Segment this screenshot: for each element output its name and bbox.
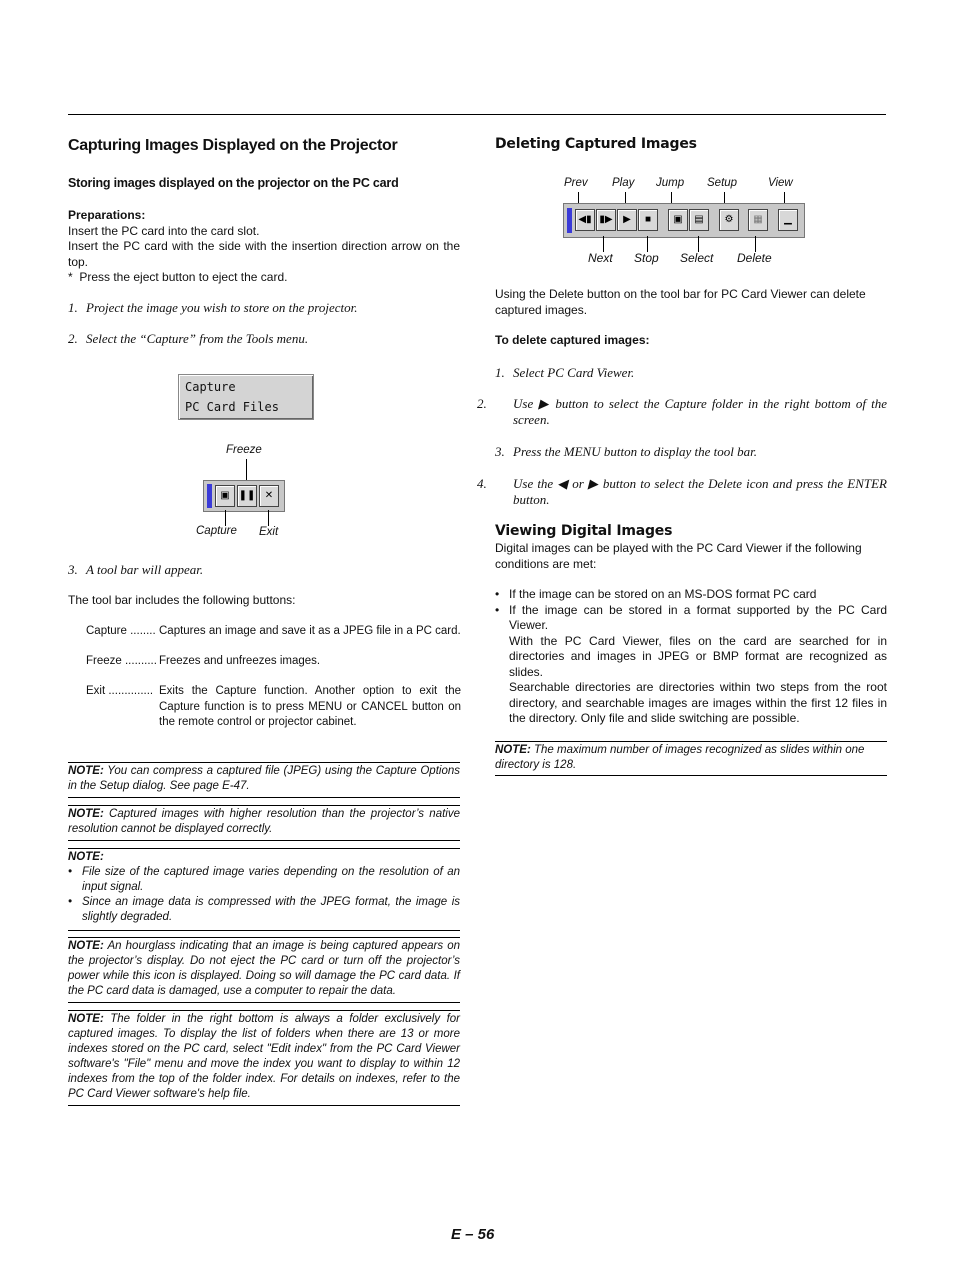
section-heading-capturing: Capturing Images Displayed on the Projector <box>68 137 398 154</box>
note-rule <box>68 805 460 806</box>
label-setup: Setup <box>707 177 738 189</box>
note-rule <box>68 1010 460 1011</box>
label-prev: Prev <box>564 177 588 189</box>
note-3: NOTE: • File size of the captured image varies depending on the resolution of an input signal. • Since an image data is compressed with the JPEG format, the image is slightly degraded. <box>68 851 460 923</box>
left-step-3: 3. A tool bar will appear. <box>68 562 204 577</box>
setup-icon: ⚙ <box>719 209 739 231</box>
prep-line-2: Insert the PC card with the side with the insertion direction arrow on the top. <box>68 239 460 269</box>
right-note: NOTE: The maximum number of images recognized as slides within one directory is 128. <box>495 744 865 771</box>
label-select: Select <box>680 251 714 265</box>
capture-leader-line <box>225 510 226 526</box>
exit-leader-line <box>268 510 269 526</box>
leader-next <box>603 236 604 252</box>
capture-toolbar <box>203 480 285 512</box>
section-heading-viewing: Viewing Digital Images <box>495 523 673 539</box>
stop-icon: ■ <box>638 209 658 231</box>
viewer-toolbar <box>563 203 805 238</box>
prep-line-3: * Press the eject button to eject the card. <box>68 270 288 284</box>
right-step-2: 2. Use ▶ button to select the Capture folder in the right bottom of the screen. <box>477 396 887 427</box>
note-rule <box>68 1105 460 1106</box>
label-play: Play <box>612 177 635 189</box>
prev-icon: ◀▮ <box>575 209 595 231</box>
subheading-storing: Storing images displayed on the projector on the PC card <box>68 176 399 190</box>
menu-item-pc-card-files: PC Card Files <box>185 400 279 414</box>
delete-intro: Using the Delete button on the tool bar for PC Card Viewer can delete captured images. <box>495 287 866 317</box>
leader-select <box>698 236 699 252</box>
note-rule <box>495 775 887 776</box>
label-capture: Capture <box>196 525 237 537</box>
right-step-3: 3. Press the MENU button to display the tool bar. <box>495 444 757 459</box>
leader-stop <box>647 236 648 252</box>
toolbar-intro: The tool bar includes the following buttons: <box>68 593 296 607</box>
prep-star: * <box>68 270 73 284</box>
to-delete-label: To delete captured images: <box>495 333 650 347</box>
jump-icon: ▣ <box>668 209 688 231</box>
list-item: • If the image can be stored in a format supported by the PC Card Viewer. <box>495 602 887 632</box>
menu-item-capture: Capture <box>185 380 236 394</box>
note-2: NOTE: Captured images with higher resolution than the projector’s native resolution cannot be displayed correctly. <box>68 808 460 835</box>
table-row-freeze: Freeze .......... Freezes and unfreezes images. <box>86 655 321 667</box>
left-step-2: 2. Select the “Capture” from the Tools menu. <box>68 331 309 346</box>
label-delete: Delete <box>737 251 772 265</box>
note-rule <box>495 741 887 742</box>
play-icon: ▶ <box>617 209 637 231</box>
capture-icon: ▣ <box>215 485 235 507</box>
right-step-1: 1. Select PC Card Viewer. <box>495 365 635 380</box>
viewing-conditions <box>495 587 887 727</box>
table-row-exit: Exit .............. Exits the Capture function. Another option to exit the Capture function is to press MENU or CANCEL button on the remote control or projector cabinet. <box>86 685 461 728</box>
label-jump: Jump <box>656 177 685 189</box>
right-step-4: 4. Use the ◀ or ▶ button to select the Delete icon and press the ENTER button. <box>477 476 887 507</box>
note-rule <box>68 762 460 763</box>
viewing-intro: Digital images can be played with the PC Card Viewer if the following conditions are met: <box>495 541 862 571</box>
leader-delete <box>755 236 756 252</box>
table-row-capture: Capture ........ Captures an image and save it as a JPEG file in a PC card. <box>86 625 461 637</box>
tools-menu-image <box>178 374 314 420</box>
label-stop: Stop <box>634 251 659 265</box>
section-heading-deleting: Deleting Captured Images <box>495 136 697 152</box>
freeze-icon: ❚❚ <box>237 485 257 507</box>
note-rule <box>68 840 460 841</box>
note-5: NOTE: The folder in the right bottom is always a folder exclusively for captured images. To display the list of folders when there are 13 or more indexes stored on the PC card, select "Edit index" from the PC Card Viewer software's "File" menu and move the index you want to display to within 12 indexes from the top of the folder index. For details on indexes, refer to the PC Card Viewer software's help file. <box>68 1013 460 1100</box>
preparations-label: Preparations: <box>68 208 146 222</box>
next-icon: ▮▶ <box>596 209 616 231</box>
left-step-1: 1. Project the image you wish to store on the projector. <box>68 300 358 315</box>
note-rule <box>68 930 460 931</box>
delete-icon: ▦ <box>748 209 768 231</box>
label-next: Next <box>588 251 613 265</box>
note-rule <box>68 848 460 849</box>
label-view: View <box>768 177 793 189</box>
preparations-block <box>68 208 460 286</box>
exit-icon: ✕ <box>259 485 279 507</box>
select-icon: ▤ <box>689 209 709 231</box>
list-item: • If the image can be stored on an MS-DOS format PC card <box>495 587 817 601</box>
note-rule <box>68 1002 460 1003</box>
note-1: NOTE: You can compress a captured file (JPEG) using the Capture Options in the Setup dialog. See page E-47. <box>68 765 460 792</box>
top-rule <box>68 114 886 115</box>
note-rule <box>68 937 460 938</box>
page-number: E – 56 <box>451 1226 495 1243</box>
label-freeze: Freeze <box>226 444 262 456</box>
label-exit: Exit <box>259 526 279 538</box>
note-4: NOTE: An hourglass indicating that an image is being captured appears on the projector’s display. Do not eject the PC card or turn off the projector’s power while this icon is displayed. Doing so will damage the PC card data. If the PC card data is damaged, use a computer to repair the data. <box>68 940 460 997</box>
view-icon: ▁ <box>778 209 798 231</box>
viewing-detail-1: With the PC Card Viewer, files on the card are searched for in directories and images in JPEG or BMP format are recognized as slides. <box>509 633 887 679</box>
viewing-detail-2: Searchable directories are directories within two steps from the root directory, and searchable images are images within the first 12 files in the directory. Only file and slide switching are possible. <box>509 680 887 725</box>
prep-line-1: Insert the PC card into the card slot. <box>68 223 260 238</box>
note-rule <box>68 797 460 798</box>
